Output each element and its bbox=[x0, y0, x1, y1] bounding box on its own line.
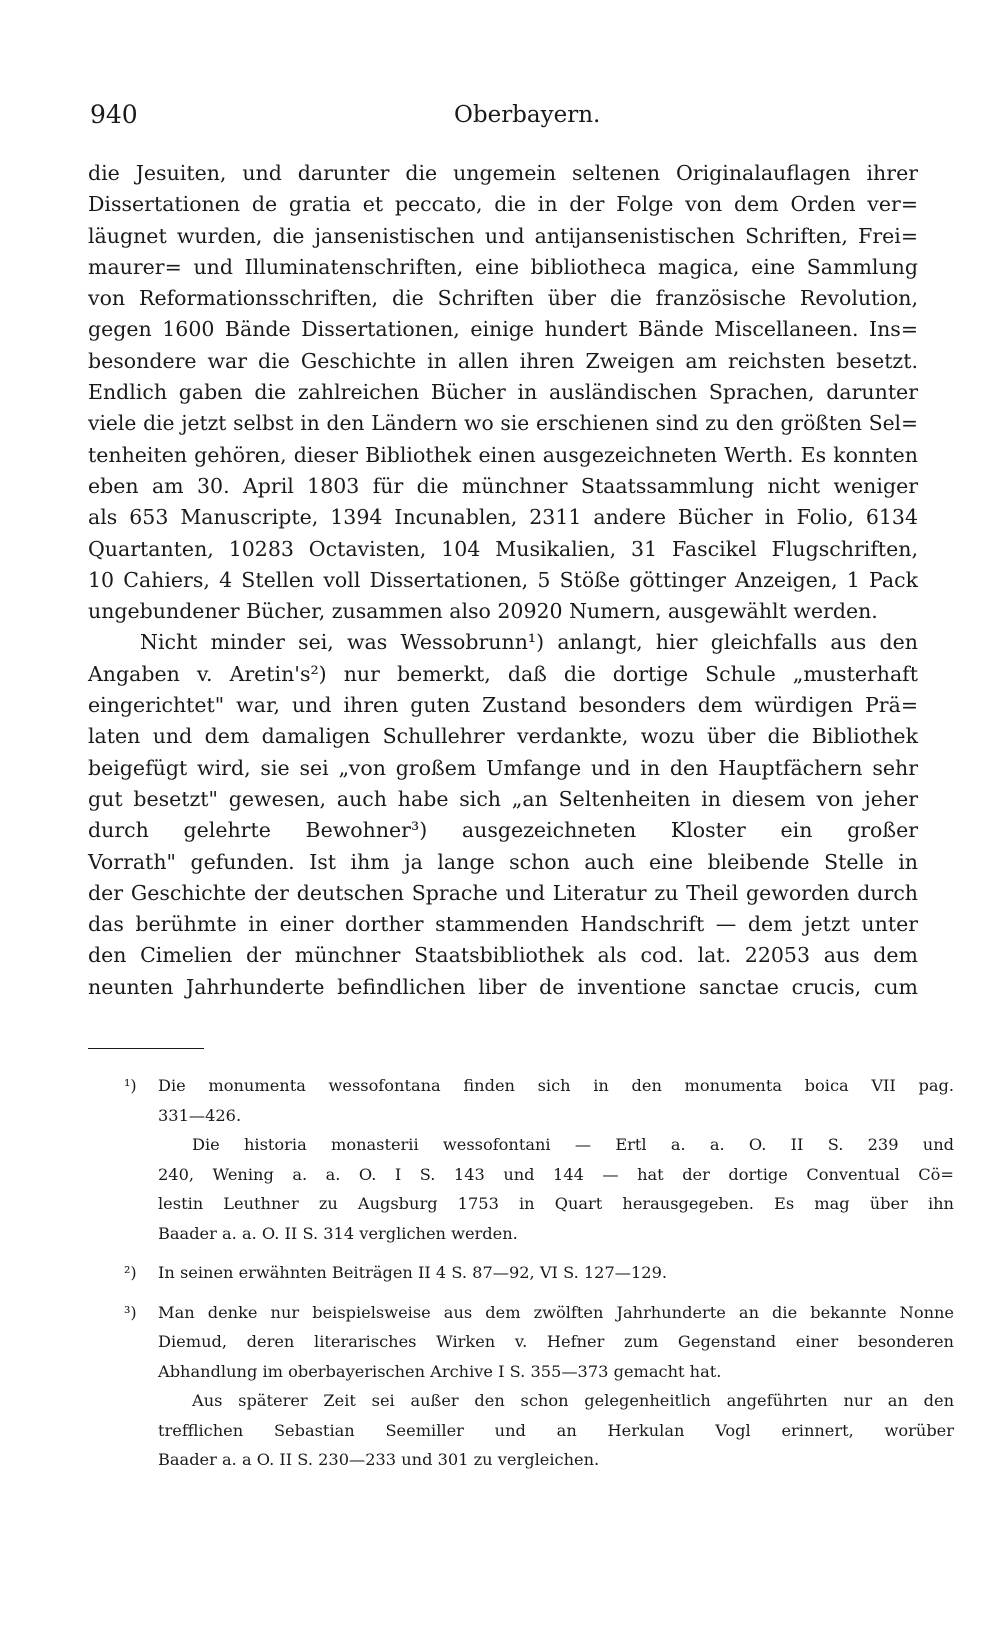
body-line: Quartanten, 10283 Octavisten, 104 Musikalien, 31 Fascikel Flugschriften, bbox=[88, 536, 918, 561]
footnote-divider bbox=[88, 1048, 204, 1049]
footnote-line: Baader a. a. O. II S. 314 verglichen werden. bbox=[158, 1223, 518, 1243]
footnote-line bbox=[124, 1258, 954, 1288]
body-line: gut besetzt" gewesen, auch habe sich „an Seltenheiten in diesem von jeher bbox=[88, 786, 918, 811]
document-page bbox=[88, 100, 954, 1485]
body-line: ungebundener Bücher, zusammen also 20920 Numern, ausgewählt werden. bbox=[88, 599, 878, 624]
footnote-line: lestin Leuthner zu Augsburg 1753 in Quart herausgegeben. Es mag über ihn bbox=[158, 1194, 954, 1214]
footnote-text: Die monumenta wessofontana finden sich in den monumenta boica VII pag. bbox=[158, 1076, 954, 1096]
footnote-2 bbox=[124, 1258, 918, 1288]
footnote-line: 240, Wening a. a. O. I S. 143 und 144 — hat der dortige Conventual Cö= bbox=[158, 1164, 954, 1184]
running-title: Oberbayern. bbox=[454, 102, 601, 128]
footnote-line: Diemud, deren literarisches Wirken v. Hefner zum Gegenstand einer besonderen bbox=[158, 1332, 954, 1352]
body-line: eben am 30. April 1803 für die münchner Staatssammlung nicht weniger bbox=[88, 473, 918, 498]
footnote-line: Abhandlung im oberbayerischen Archive I S. 355—373 gemacht hat. bbox=[158, 1361, 722, 1381]
footnote-line: Baader a. a O. II S. 230—233 und 301 zu vergleichen. bbox=[158, 1450, 600, 1470]
footnote-marker: ²) bbox=[124, 1263, 137, 1283]
body-line: durch gelehrte Bewohner³) ausgezeichneten Kloster ein großer bbox=[88, 818, 918, 843]
footnote-line: Aus späterer Zeit sei außer den schon gelegenheitlich angeführten nur an den bbox=[192, 1391, 954, 1411]
footnote-line bbox=[124, 1071, 954, 1101]
body-line: die Jesuiten, und darunter die ungemein seltenen Originalauflagen ihrer bbox=[88, 161, 918, 185]
footnote-marker: ¹) bbox=[124, 1076, 137, 1096]
body-line: den Cimelien der münchner Staatsbibliothek als cod. lat. 22053 aus dem bbox=[88, 943, 918, 968]
body-line: von Reformationsschriften, die Schriften über die französische Revolution, bbox=[88, 286, 918, 311]
body-line: als 653 Manuscripte, 1394 Incunablen, 2311 andere Bücher in Folio, 6134 bbox=[88, 505, 918, 530]
body-line: neunten Jahrhunderte befindlichen liber de inventione sanctae crucis, cum bbox=[88, 974, 918, 999]
footnote-line: 331—426. bbox=[158, 1105, 242, 1125]
body-line: Nicht minder sei, was Wessobrunn¹) anlangt, hier gleichfalls aus den bbox=[140, 630, 918, 655]
footnote-1 bbox=[124, 1071, 954, 1248]
footnote-text: In seinen erwähnten Beiträgen II 4 S. 87—92, VI S. 127—129. bbox=[158, 1263, 668, 1283]
footnote-marker: ³) bbox=[124, 1302, 137, 1322]
body-line: besondere war die Geschichte in allen ihren Zweigen am reichsten besetzt. bbox=[88, 348, 918, 373]
body-line: das berühmte in einer dorther stammenden Handschrift — dem jetzt unter bbox=[88, 912, 918, 937]
page-number: 940 bbox=[90, 100, 138, 129]
running-head bbox=[88, 100, 918, 140]
body-line: laten und dem damaligen Schullehrer verdankte, wozu über die Bibliothek bbox=[88, 724, 918, 749]
body-line: Dissertationen de gratia et peccato, die in der Folge von dem Orden ver= bbox=[88, 192, 918, 217]
footnote-line: Die historia monasterii wessofontani — Ertl a. a. O. II S. 239 und bbox=[192, 1135, 954, 1155]
footnote-line: trefflichen Sebastian Seemiller und an Herkulan Vogl erinnert, worüber bbox=[158, 1420, 954, 1440]
footnote-text: Man denke nur beispielsweise aus dem zwölften Jahrhunderte an die bekannte Nonne bbox=[158, 1302, 954, 1322]
body-line: Angaben v. Aretin's²) nur bemerkt, daß die dortige Schule „musterhaft bbox=[88, 661, 918, 686]
footnote-3 bbox=[124, 1298, 954, 1475]
body-text bbox=[88, 158, 918, 1003]
body-line: viele die jetzt selbst in den Ländern wo sie erschienen sind zu den größten Sel= bbox=[88, 411, 918, 436]
body-line: eingerichtet" war, und ihren guten Zustand besonders dem würdigen Prä= bbox=[88, 693, 918, 718]
footnote-line bbox=[124, 1298, 954, 1328]
body-line: läugnet wurden, die jansenistischen und antijansenistischen Schriften, Frei= bbox=[88, 223, 918, 248]
body-line: maurer= und Illuminatenschriften, eine bibliotheca magica, eine Sammlung bbox=[88, 254, 918, 279]
body-line: tenheiten gehören, dieser Bibliothek einen ausgezeichneten Werth. Es konnten bbox=[88, 442, 918, 467]
body-line: beigefügt wird, sie sei „von großem Umfange und in den Hauptfächern sehr bbox=[88, 755, 918, 780]
footnotes bbox=[88, 1071, 954, 1475]
body-line: Vorrath" gefunden. Ist ihm ja lange schon auch eine bleibende Stelle in bbox=[88, 849, 918, 874]
body-line: der Geschichte der deutschen Sprache und Literatur zu Theil geworden durch bbox=[88, 880, 918, 905]
body-line: 10 Cahiers, 4 Stellen voll Dissertationen, 5 Stöße göttinger Anzeigen, 1 Pack bbox=[88, 567, 918, 592]
body-line: Endlich gaben die zahlreichen Bücher in ausländischen Sprachen, darunter bbox=[88, 380, 918, 405]
body-line: gegen 1600 Bände Dissertationen, einige hundert Bände Miscellaneen. Ins= bbox=[88, 317, 918, 342]
